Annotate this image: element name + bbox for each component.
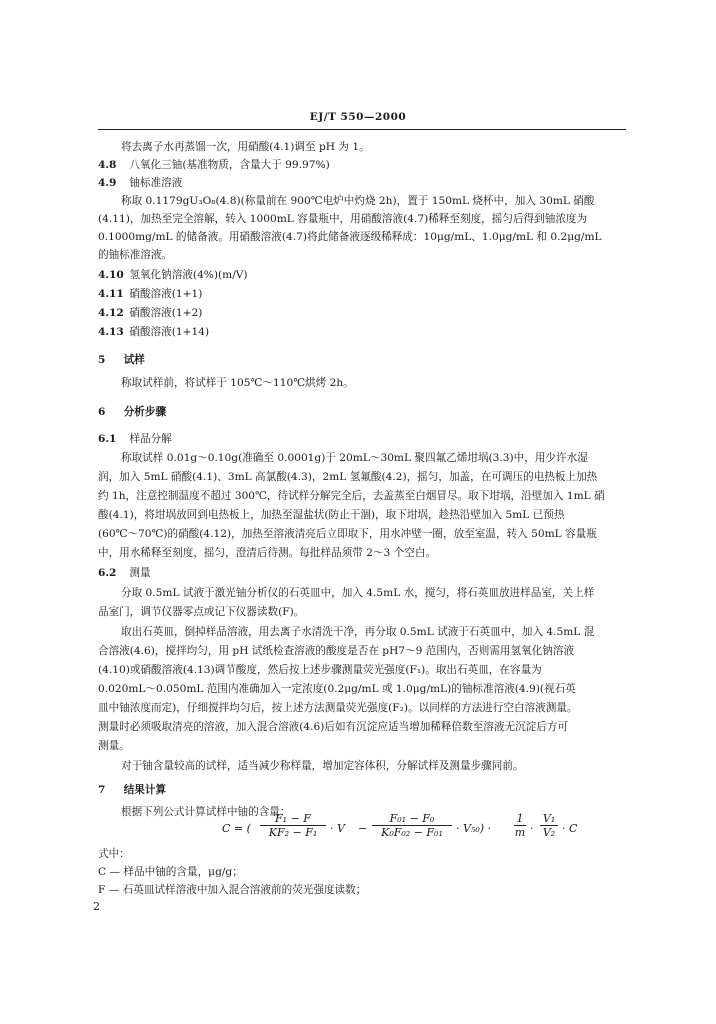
numerator: F₀₁ − F₀ [372, 812, 452, 826]
section-number: 7 [98, 784, 106, 796]
clause-number: 6.1 [98, 433, 117, 445]
paragraph-line: 0.020mL～0.050mL 范围内准确加入一定浓度(0.2μg/mL 或 1.0μg/mL)的铀标准溶液(4.9)(视石英 [98, 683, 576, 695]
section-title: 试样 [123, 354, 145, 366]
definition-line: F — 石英皿试样溶液中加入混合溶液前的荧光强度读数； [98, 884, 367, 896]
clause-4-8 [98, 157, 638, 174]
clause-title: 铀标准溶液 [129, 177, 183, 189]
paragraph-line: (4.10)或硝酸溶液(4.13)调节酸度，然后按上述步骤测量荧光强度(F₁)。取出石英皿，在容量为 [98, 664, 542, 676]
section-6-heading [98, 404, 638, 421]
formula-operator: · [530, 822, 534, 835]
denominator: V₂ [542, 826, 556, 839]
paragraph-line: (60℃～70℃)的硝酸(4.12)，加热至溶液清亮后立即取下，用水冲壁一圈，放至室温，转入 50mL 容量瓶 [98, 528, 597, 540]
paragraph-line: 酸(4.1)，将坩埚放回到电热板上，加热至湿盐状(防止干涸)，取下坩埚，趁热沿壁加入 5mL 已预热 [98, 509, 565, 521]
paragraph-line: 的铀标准溶液。 [98, 249, 173, 261]
formula-operator: − [358, 822, 368, 835]
numerator: F₁ − F [260, 812, 326, 826]
formula-term: · V [330, 822, 345, 835]
clause-title: 测量 [129, 567, 151, 579]
paragraph-line: 称取 0.1179gU₃O₈(4.8)(称量前在 900℃电炉中灼烧 2h)，置于 150mL 烧杯中，加入 30mL 硝酸 [121, 195, 595, 207]
header-divider [98, 129, 626, 130]
clause-title: 八氧化三铀(基准物质，含量大于 99.97%) [129, 159, 330, 171]
paragraph-line: 称取试样 0.01g～0.10g(准确至 0.0001g)于 20mL～30mL 聚四氟乙烯坩埚(3.3)中，用少许水湿 [121, 452, 588, 464]
clause-title: 硝酸溶液(1+2) [129, 307, 203, 319]
standard-code-header: EJ/T 550—2000 [309, 111, 407, 123]
paragraph-line: 合溶液(4.6)，搅拌均匀，用 pH 试纸检查溶液的酸度是否在 pH7～9 范围内，否则需用氢氧化钠溶液 [98, 645, 575, 657]
paragraph-line: 式中： [98, 848, 130, 860]
clause-number: 4.12 [98, 307, 124, 319]
paragraph-line: 中，用水稀释至刻度，摇匀，澄清后待测。每批样品须带 2～3 个空白。 [98, 547, 437, 559]
denominator: m [514, 826, 526, 839]
paragraph-line: 称取试样前，将试样于 105℃～110℃烘烤 2h。 [121, 377, 354, 389]
paragraph-line: 对于铀含量较高的试样，适当减少称样量，增加定容体积，分解试样及测量步骤同前。 [121, 760, 524, 772]
paragraph-line: 润，加入 5mL 硝酸(4.1)、3mL 高氯酸(4.3)，2mL 氢氟酸(4.2)，摇匀，加盖，在可调压的电热板上加热 [98, 471, 598, 483]
clause-6-2 [98, 565, 638, 582]
section-7-heading [98, 782, 638, 799]
section-title: 结果计算 [123, 784, 167, 796]
clause-title: 样品分解 [129, 433, 172, 445]
fraction-3 [514, 812, 526, 839]
formula-term: · V₅₀) · [456, 822, 492, 835]
clause-title: 氢氧化钠溶液(4%)(m/V) [129, 269, 248, 281]
clause-4-10 [98, 267, 638, 284]
fraction-1 [260, 812, 326, 839]
section-number: 5 [98, 354, 106, 366]
paragraph-line: 品室门，调节仪器零点或记下仪器读数(F)。 [98, 606, 305, 618]
clause-6-1 [98, 431, 638, 448]
clause-number: 4.8 [98, 159, 117, 171]
uranium-content-formula [222, 812, 602, 844]
denominator: K₀F₀₂ − F₀₁ [381, 826, 443, 839]
paragraph-line: (4.11)，加热至完全溶解，转入 1000mL 容量瓶中，用硝酸溶液(4.7)稀释至刻度，摇匀后得到铀浓度为 [98, 213, 588, 225]
clause-number: 4.10 [98, 269, 124, 281]
paragraph-line: 取出石英皿，倒掉样品溶液，用去离子水清洗干净，再分取 0.5mL 试液于石英皿中，加入 4.5mL 混 [121, 626, 595, 638]
section-title: 分析步骤 [123, 406, 167, 418]
section-5-heading [98, 352, 638, 369]
paragraph-line: 测量。 [98, 740, 130, 752]
paragraph-line: 0.1000mg/mL 的储备液。用硝酸溶液(4.7)将此储备液逐级稀释成：10μg/mL、1.0μg/mL 和 0.2μg/mL [98, 231, 602, 243]
paragraph-line: 分取 0.5mL 试液于激光铀分析仪的石英皿中，加入 4.5mL 水，搅匀，将石英皿放进样品室，关上样 [121, 587, 595, 599]
definition-line: C — 样品中铀的含量，μg/g； [98, 866, 243, 878]
paragraph-line: 约 1h，注意控制温度不超过 300℃，待试样分解完全后，去盖蒸至白烟冒尽。取下坩埚，沿壁加入 1mL 硝 [98, 490, 605, 502]
denominator: KF₂ − F₁ [268, 826, 318, 839]
numerator: V₁ [540, 812, 558, 826]
paragraph-line: 将去离子水再蒸馏一次，用硝酸(4.1)调至 pH 为 1。 [121, 141, 370, 153]
numerator: 1 [514, 812, 526, 826]
paragraph-line: 根据下列公式计算试样中铀的含量： [121, 806, 291, 818]
clause-number: 6.2 [98, 567, 117, 579]
clause-number: 4.13 [98, 326, 124, 338]
formula-term: · C [562, 822, 578, 835]
clause-title: 硝酸溶液(1+1) [129, 288, 203, 300]
page-number: 2 [93, 900, 100, 913]
fraction-2 [372, 812, 452, 839]
clause-number: 4.9 [98, 177, 117, 189]
section-number: 6 [98, 406, 106, 418]
paragraph-line: 测量时必须吸取清亮的溶液，加入混合溶液(4.6)后如有沉淀应适当增加稀释倍数至溶液无沉淀后方可 [98, 721, 569, 733]
formula-lhs: C = ( [222, 822, 251, 835]
clause-4-9 [98, 175, 638, 192]
paragraph-line: 皿中铀浓度而定)，仔细搅拌均匀后，按上述方法测量荧光强度(F₂)。以同样的方法进行空白溶液测量。 [98, 702, 578, 714]
clause-number: 4.11 [98, 288, 124, 300]
clause-4-11 [98, 286, 638, 303]
clause-4-13 [98, 324, 638, 341]
clause-title: 硝酸溶液(1+14) [129, 326, 210, 338]
clause-4-12 [98, 305, 638, 322]
fraction-4 [540, 812, 558, 839]
